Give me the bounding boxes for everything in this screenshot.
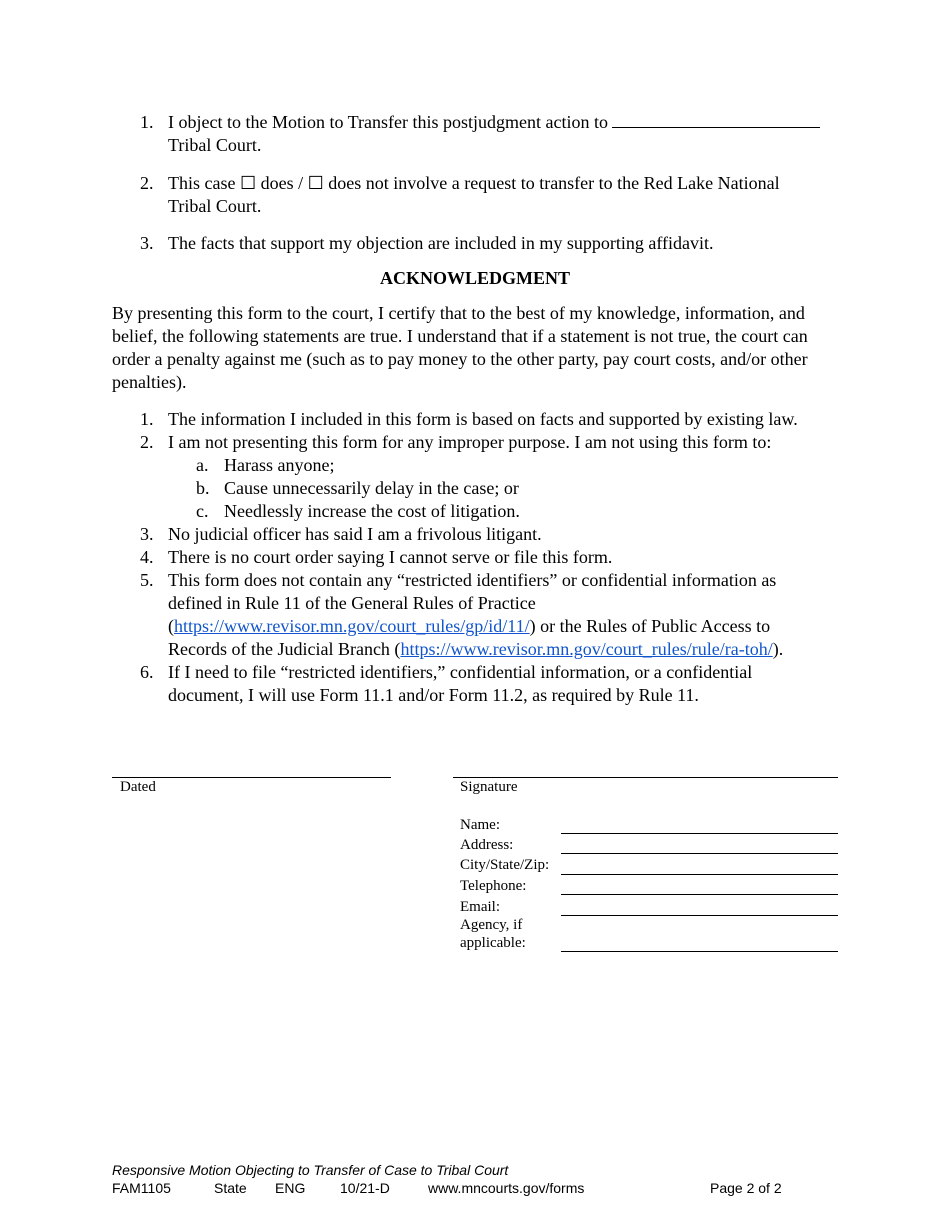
telephone-label: Telephone: bbox=[460, 878, 527, 894]
item-text-line-4: Records of the Judicial Branch ( bbox=[168, 639, 401, 659]
item-number: 1. bbox=[140, 409, 154, 429]
address-field[interactable] bbox=[561, 853, 838, 854]
item-text: This case ☐ does / ☐ does not involve a request to transfer to the Red Lake National bbox=[168, 173, 780, 193]
telephone-field[interactable] bbox=[561, 894, 838, 895]
city-state-zip-label: City/State/Zip: bbox=[460, 857, 550, 873]
agency-field[interactable] bbox=[561, 951, 838, 952]
address-label: Address: bbox=[460, 837, 514, 853]
item-text: There is no court order saying I cannot serve or file this form. bbox=[168, 547, 613, 567]
item-text: The information I included in this form is based on facts and supported by existing law. bbox=[168, 409, 798, 429]
subitem-text: Needlessly increase the cost of litigation. bbox=[224, 501, 520, 521]
item-number: 4. bbox=[140, 547, 154, 567]
footer-url: www.mncourts.gov/forms bbox=[428, 1180, 585, 1196]
item-text: I am not presenting this form for any improper purpose. I am not using this form to: bbox=[168, 432, 772, 452]
subitem-letter: c. bbox=[196, 501, 209, 521]
city-state-zip-field[interactable] bbox=[561, 874, 838, 875]
name-field[interactable] bbox=[561, 833, 838, 834]
item-text-line-1: If I need to file “restricted identifiers,” confidential information, or a confidential bbox=[168, 662, 753, 682]
footer-version: 10/21-D bbox=[340, 1180, 390, 1196]
item-number: 2. bbox=[140, 432, 154, 452]
item-text: I object to the Motion to Transfer this postjudgment action to bbox=[168, 112, 608, 132]
item-text-cont: Tribal Court. bbox=[168, 196, 262, 216]
footer-state: State bbox=[214, 1180, 247, 1196]
item-number: 6. bbox=[140, 662, 154, 682]
agency-label-line-2: applicable: bbox=[460, 935, 526, 951]
footer-form-title: Responsive Motion Objecting to Transfer of Case to Tribal Court bbox=[112, 1162, 509, 1178]
item-number: 3. bbox=[140, 524, 154, 544]
general-rules-link[interactable]: https://www.revisor.mn.gov/court_rules/gp/id/11/ bbox=[174, 616, 530, 636]
signature-label: Signature bbox=[460, 779, 518, 795]
email-label: Email: bbox=[460, 899, 500, 915]
subitem-letter: a. bbox=[196, 455, 209, 475]
tribal-court-name-blank[interactable] bbox=[612, 113, 820, 128]
agency-label-line-1: Agency, if bbox=[460, 917, 523, 933]
item-text-line-1: This form does not contain any “restricted identifiers” or confidential information as bbox=[168, 570, 777, 590]
item-number: 2. bbox=[140, 173, 154, 193]
email-field[interactable] bbox=[561, 915, 838, 916]
item-number: 3. bbox=[140, 233, 154, 253]
item-text-line-2: document, I will use Form 11.1 and/or Form 11.2, as required by Rule 11. bbox=[168, 685, 699, 705]
subitem-letter: b. bbox=[196, 478, 210, 498]
item-number: 1. bbox=[140, 112, 154, 132]
item-text-line-3: ) or the Rules of Public Access to bbox=[529, 616, 771, 636]
footer-language: ENG bbox=[275, 1180, 306, 1196]
item-text-end: ). bbox=[772, 639, 784, 659]
item-text-line-2: defined in Rule 11 of the General Rules of Practice bbox=[168, 593, 536, 613]
item-text: The facts that support my objection are included in my supporting affidavit. bbox=[168, 233, 714, 253]
acknowledgment-intro: By presenting this form to the court, I certify that to the best of my knowledge, information, and belief, the following statements are true. I understand that if a statement is not true, the court can order a penalty against me (such as to pay money to the other party, pay court costs, and/or other penalties). bbox=[112, 303, 808, 392]
item-text-cont: Tribal Court. bbox=[168, 135, 262, 155]
public-access-rules-link[interactable]: https://www.revisor.mn.gov/court_rules/rule/ra-toh/ bbox=[400, 639, 773, 659]
footer-form-id: FAM1105 bbox=[112, 1180, 171, 1196]
subitem-text: Harass anyone; bbox=[224, 455, 335, 475]
footer-page-number: Page 2 of 2 bbox=[710, 1180, 782, 1196]
item-number: 5. bbox=[140, 570, 154, 590]
name-label: Name: bbox=[460, 817, 500, 833]
dated-label: Dated bbox=[120, 779, 156, 795]
subitem-text: Cause unnecessarily delay in the case; or bbox=[224, 478, 519, 498]
acknowledgment-heading: ACKNOWLEDGMENT bbox=[379, 268, 570, 288]
item-text: No judicial officer has said I am a frivolous litigant. bbox=[168, 524, 542, 544]
